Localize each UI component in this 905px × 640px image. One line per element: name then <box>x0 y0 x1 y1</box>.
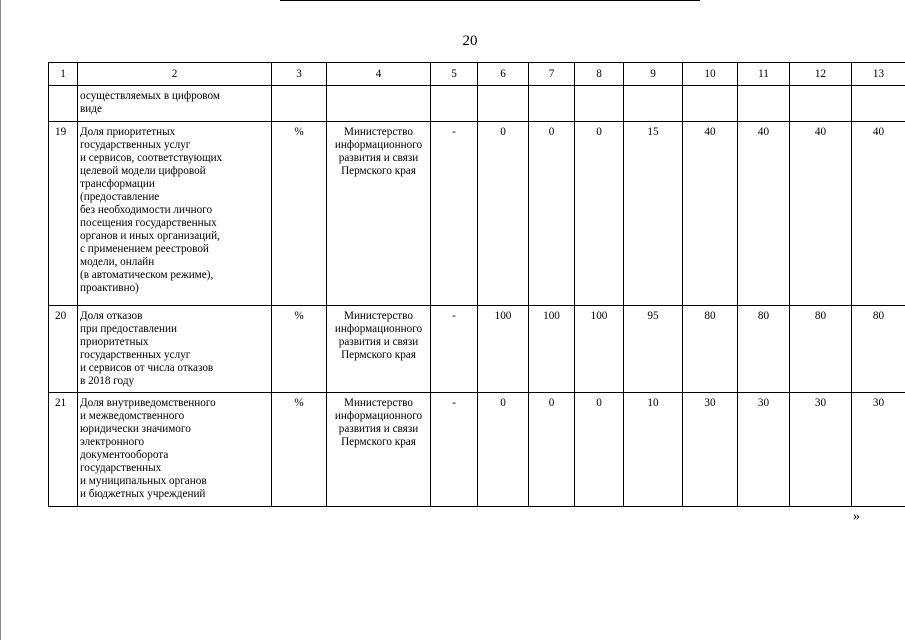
header-cell-1: 1 <box>49 63 78 86</box>
value-cell: 0 <box>529 122 575 306</box>
header-cell-12: 12 <box>790 63 852 86</box>
value-cell: 40 <box>852 122 905 306</box>
value-cell: 80 <box>738 306 790 393</box>
value-cell: 100 <box>575 306 624 393</box>
header-cell-13: 13 <box>852 63 905 86</box>
continuation-row <box>49 86 905 122</box>
closing-quote-mark: » <box>853 509 860 524</box>
header-cell-6: 6 <box>478 63 529 86</box>
indicator-name: Доля приоритетных государственных услуг и сервисов, соответствующих целевой модели цифровой трансформации (предоставление без необходимости личного посещения государственных органов и иных организаций, с применением реестровой модели, онлайн (в автоматическом режиме), проактивно) <box>78 122 272 306</box>
value-cell: 0 <box>575 122 624 306</box>
value-cell: 80 <box>683 306 738 393</box>
value-cell: 80 <box>852 306 905 393</box>
value-cell: 30 <box>738 393 790 507</box>
continuation-text: осуществляемых в цифровом виде <box>78 86 272 122</box>
table-cell <box>49 86 78 122</box>
header-cell-5: 5 <box>431 63 478 86</box>
header-row <box>49 63 905 86</box>
page-number: 20 <box>462 33 478 49</box>
row-number: 21 <box>49 393 78 507</box>
responsible-cell: Министерство информационного развития и связи Пермского края <box>327 306 431 393</box>
indicators-table <box>48 62 905 507</box>
table-cell <box>431 86 478 122</box>
table-cell <box>624 86 683 122</box>
value-cell: 0 <box>478 393 529 507</box>
table-cell <box>738 86 790 122</box>
scan-edge <box>0 0 1 640</box>
header-cell-10: 10 <box>683 63 738 86</box>
header-cell-8: 8 <box>575 63 624 86</box>
indicator-name: Доля отказов при предоставлении приоритетных государственных услуг и сервисов от числа отказов в 2018 году <box>78 306 272 393</box>
value-cell: 30 <box>790 393 852 507</box>
value-cell: 30 <box>683 393 738 507</box>
value-cell: 0 <box>529 393 575 507</box>
indicator-name: Доля внутриведомственного и межведомственного юридически значимого электронного документооборота государственных и муниципальных органов и бюджетных учреждений <box>78 393 272 507</box>
value-cell: 15 <box>624 122 683 306</box>
value-cell: 0 <box>478 122 529 306</box>
unit-cell: % <box>272 122 327 306</box>
value-cell: - <box>431 393 478 507</box>
table-row-20 <box>49 306 905 393</box>
header-cell-9: 9 <box>624 63 683 86</box>
unit-cell: % <box>272 393 327 507</box>
table-cell <box>529 86 575 122</box>
table-row-21 <box>49 393 905 507</box>
table-row-19 <box>49 122 905 306</box>
value-cell: 40 <box>683 122 738 306</box>
row-number: 19 <box>49 122 78 306</box>
table-cell <box>852 86 905 122</box>
value-cell: 30 <box>852 393 905 507</box>
table-cell <box>478 86 529 122</box>
value-cell: - <box>431 306 478 393</box>
value-cell: 100 <box>478 306 529 393</box>
table-cell <box>327 86 431 122</box>
header-cell-2: 2 <box>78 63 272 86</box>
value-cell: 0 <box>575 393 624 507</box>
top-rule <box>280 0 700 1</box>
responsible-cell: Министерство информационного развития и связи Пермского края <box>327 393 431 507</box>
table-cell <box>790 86 852 122</box>
value-cell: 10 <box>624 393 683 507</box>
header-cell-11: 11 <box>738 63 790 86</box>
value-cell: 95 <box>624 306 683 393</box>
header-cell-3: 3 <box>272 63 327 86</box>
value-cell: - <box>431 122 478 306</box>
table-cell <box>683 86 738 122</box>
table-body <box>49 63 905 507</box>
unit-cell: % <box>272 306 327 393</box>
header-cell-7: 7 <box>529 63 575 86</box>
header-cell-4: 4 <box>327 63 431 86</box>
value-cell: 40 <box>790 122 852 306</box>
row-number: 20 <box>49 306 78 393</box>
table-cell <box>575 86 624 122</box>
value-cell: 40 <box>738 122 790 306</box>
responsible-cell: Министерство информационного развития и связи Пермского края <box>327 122 431 306</box>
table-cell <box>272 86 327 122</box>
value-cell: 80 <box>790 306 852 393</box>
value-cell: 100 <box>529 306 575 393</box>
